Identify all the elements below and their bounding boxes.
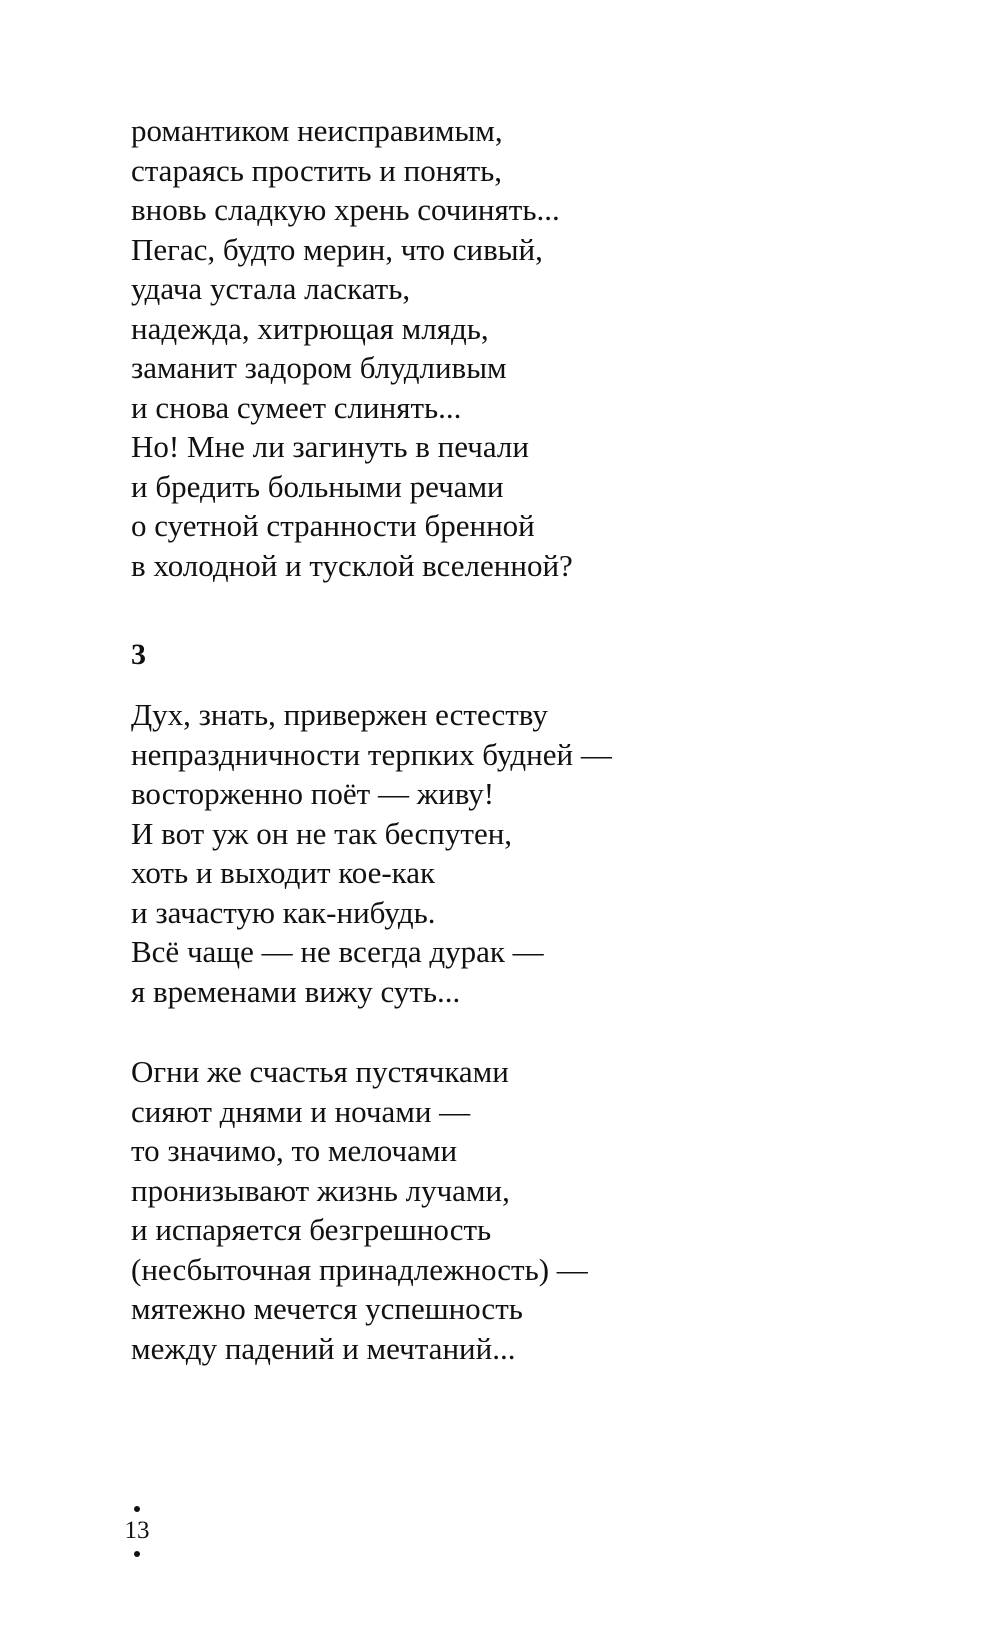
page-folio: [122, 1506, 152, 1557]
poem-line: и зачастую как-нибудь.: [131, 894, 436, 930]
poem-line: восторженно поёт — живу!: [131, 776, 495, 811]
poem-line: Огни же счастья пустячками: [131, 1054, 509, 1089]
poem-line: между падений и мечтаний...: [131, 1330, 516, 1366]
poem-stanza: [131, 111, 573, 585]
dot-ornament-icon: [134, 1506, 140, 1512]
poem-stanza: [131, 695, 612, 1011]
poem-line: в холодной и тусклой вселенной?: [131, 547, 573, 583]
poem-line: непраздничности терпких будней —: [131, 736, 612, 772]
poem-line: удача устала ласкать,: [131, 271, 411, 306]
dot-ornament-icon: [134, 1551, 140, 1557]
poem-line: сияют днями и ночами —: [131, 1093, 471, 1129]
poem-line: (несбыточная принадлежность) —: [131, 1251, 588, 1287]
poem-line: вновь сладкую хрень сочинять...: [131, 192, 560, 227]
poem-line: хоть и выходит кое-как: [131, 855, 436, 890]
poem-line: Но! Мне ли загинуть в печали: [131, 429, 529, 464]
section-number: 3: [131, 638, 146, 671]
poem-line: Дух, знать, привержен естеству: [131, 697, 548, 732]
poem-line: Всё чаще — не всегда дурак —: [131, 934, 544, 969]
poem-line: Пегас, будто мерин, что сивый,: [131, 231, 543, 267]
poem-line: романтиком неисправимым,: [131, 113, 503, 148]
poem-line: и испаряется безгрешность: [131, 1212, 492, 1247]
poem-line: я временами вижу суть...: [131, 973, 461, 1009]
poem-line: И вот уж он не так беспутен,: [131, 815, 513, 851]
page-number: 13: [124, 1517, 150, 1544]
poem-line: о суетной странности бренной: [131, 508, 535, 543]
poem-line: и бредить больными речами: [131, 468, 504, 504]
poem-line: то значимо, то мелочами: [131, 1133, 458, 1168]
poem-line: пронизывают жизнь лучами,: [131, 1172, 510, 1208]
poem-line: мятежно мечется успешность: [131, 1291, 523, 1326]
poem-stanza: [131, 1052, 588, 1368]
poem-line: и снова сумеет слинять...: [131, 389, 462, 425]
poem-line: заманит задором блудливым: [131, 350, 507, 385]
poem-line: надежда, хитрющая млядь,: [131, 310, 489, 346]
poem-line: стараясь простить и понять,: [131, 152, 503, 188]
